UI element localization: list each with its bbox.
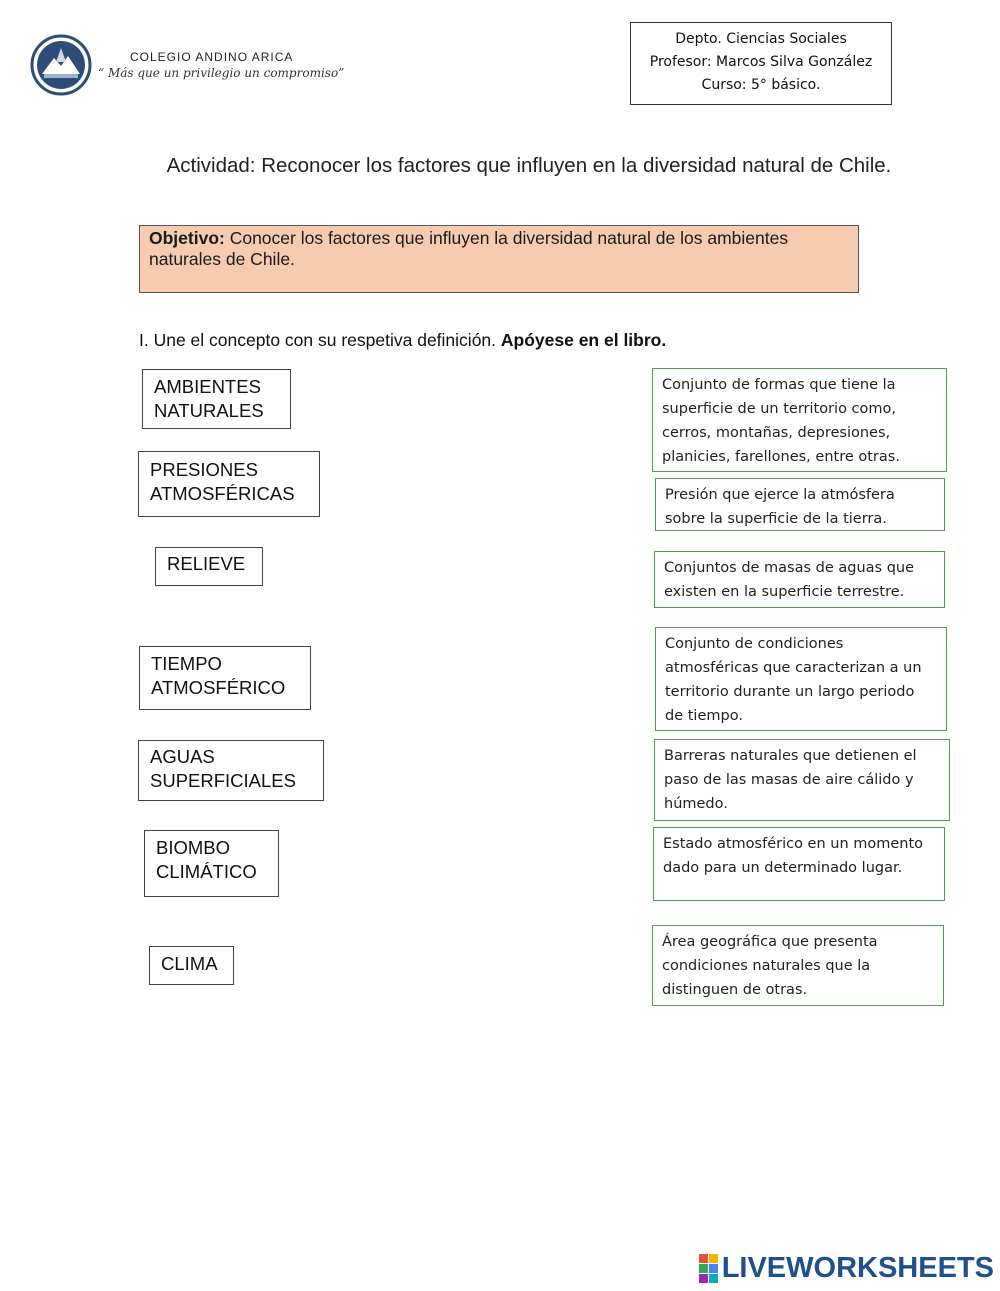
department: Depto. Ciencias Sociales bbox=[675, 31, 847, 47]
definition-box[interactable]: Conjunto de formas que tiene la superficie de un territorio como, cerros, montañas, depresiones, planicies, farellones, entre otras. bbox=[652, 368, 947, 472]
brand-icon bbox=[699, 1254, 718, 1283]
activity-title: Actividad: Reconocer los factores que influyen en la diversidad natural de Chile. bbox=[166, 154, 892, 177]
concept-box[interactable]: AMBIENTES NATURALES bbox=[142, 369, 291, 429]
school-logo bbox=[30, 34, 92, 96]
concept-box[interactable]: RELIEVE bbox=[155, 547, 263, 586]
instruction bbox=[139, 330, 666, 351]
concept-box[interactable]: TIEMPO ATMOSFÉRICO bbox=[139, 646, 311, 710]
definition-box[interactable]: Estado atmosférico en un momento dado para un determinado lugar. bbox=[653, 827, 945, 901]
definition-box[interactable]: Presión que ejerce la atmósfera sobre la superficie de la tierra. bbox=[655, 478, 945, 531]
definition-box[interactable]: Barreras naturales que detienen el paso de las masas de aire cálido y húmedo. bbox=[654, 739, 950, 821]
course: Curso: 5° básico. bbox=[701, 77, 821, 93]
concept-box[interactable]: PRESIONES ATMOSFÉRICAS bbox=[138, 451, 320, 517]
school-motto: “ Más que un privilegio un compromiso” bbox=[98, 66, 345, 80]
teacher: Profesor: Marcos Silva González bbox=[649, 54, 873, 70]
school-name: COLEGIO ANDINO ARICA bbox=[130, 50, 294, 64]
objective-text: Conocer los factores que influyen la diversidad natural de los ambientes naturales de Chile. bbox=[149, 228, 789, 269]
instruction-text: I. Une el concepto con su respetiva definición. bbox=[139, 330, 501, 350]
definition-box[interactable]: Conjuntos de masas de aguas que existen en la superficie terrestre. bbox=[654, 551, 945, 608]
concept-box[interactable]: AGUAS SUPERFICIALES bbox=[138, 740, 324, 801]
definition-box[interactable]: Conjunto de condiciones atmosféricas que caracterizan a un territorio durante un largo periodo de tiempo. bbox=[655, 627, 947, 731]
concept-box[interactable]: BIOMBO CLIMÁTICO bbox=[144, 830, 279, 897]
definition-box[interactable]: Área geográfica que presenta condiciones naturales que la distinguen de otras. bbox=[652, 925, 944, 1006]
objective-box bbox=[139, 225, 859, 293]
concept-box[interactable]: CLIMA bbox=[149, 946, 234, 985]
course-info-box bbox=[630, 22, 892, 105]
objective-label: Objetivo: bbox=[149, 228, 225, 248]
brand-text: LIVEWORKSHEETS bbox=[721, 1252, 994, 1284]
instruction-emphasis: Apóyese en el libro. bbox=[500, 330, 667, 350]
liveworksheets-logo bbox=[699, 1252, 994, 1285]
